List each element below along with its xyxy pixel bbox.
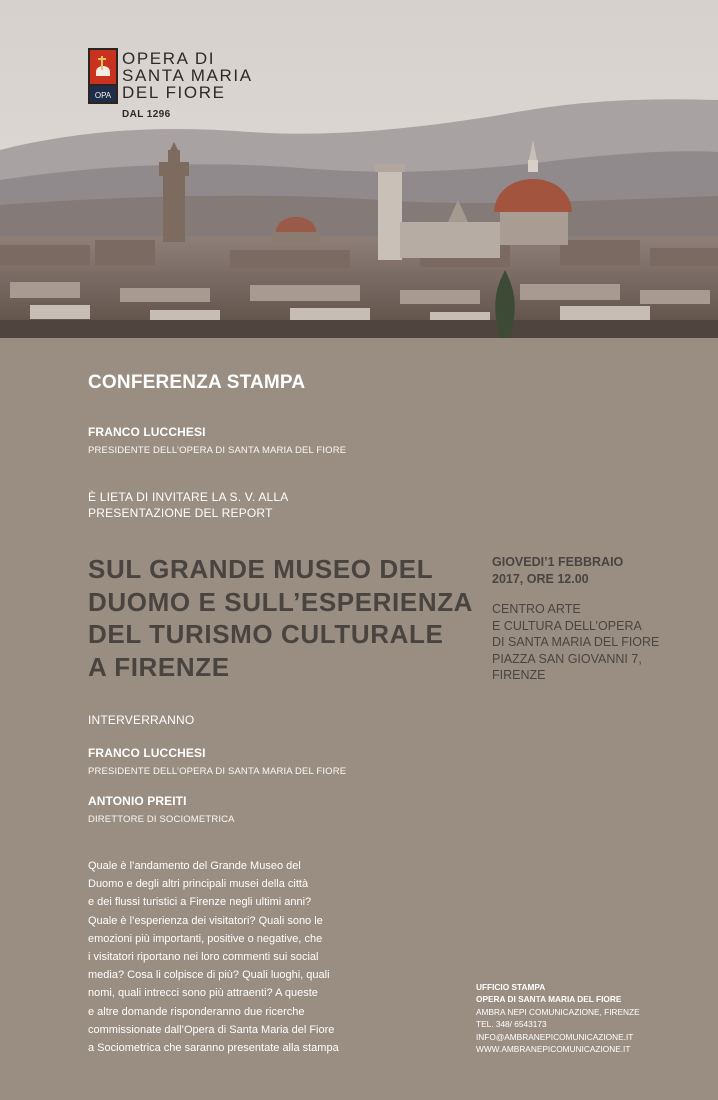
speaker-1-name: FRANCO LUCCHESI: [88, 746, 206, 760]
svg-text:OPA: OPA: [94, 91, 112, 100]
press-office-title: UFFICIO STAMPA: [476, 982, 546, 992]
press-office-email[interactable]: INFO@AMBRANEPICOMUNICAZIONE.IT: [476, 1031, 634, 1042]
logo-line-3: DEL FIORE: [122, 83, 226, 102]
event-venue: CENTRO ARTE E CULTURA DELL’OPERA DI SANTA MARIA DEL FIORE PIAZZA SAN GIOVANNI 7, FIRENZE: [492, 602, 660, 682]
report-title: SUL GRANDE MUSEO DEL DUOMO E SULL’ESPERIENZA DEL TURISMO CULTURALE A FIRENZE: [88, 554, 474, 682]
event-date: GIOVEDI’1 FEBBRAIO 2017, ORE 12.00: [492, 555, 624, 586]
press-office-website[interactable]: WWW.AMBRANEPICOMUNICAZIONE.IT: [476, 1044, 631, 1055]
page-heading: CONFERENZA STAMPA: [88, 372, 306, 393]
logo-since: DAL 1296: [122, 109, 171, 120]
description-paragraph: Quale è l’andamento del Grande Museo del Duomo e degli altri principali musei della città e dei flussi turistici a Firenze negli ultimi anni? Quale è l’esperienza dei visitatori? Quali sono le emozioni più importanti, positive o negative, che i visitatori riportano nei loro commenti sui social media? Cosa li colpisce di più? Quali luoghi, quali nomi, quali intrecci sono più attraenti? A queste e altre domande risponderanno due ricerche commissionate dall’Opera di Santa Maria del Fiore a Sociometrica che saranno presentate alla stampa: [88, 860, 339, 1055]
opera-logo: [88, 48, 253, 104]
logo-line-2: SANTA MARIA: [122, 66, 253, 85]
press-office-org: OPERA DI SANTA MARIA DEL FIORE: [476, 994, 622, 1005]
lamb-crest-icon: [88, 48, 118, 104]
host-name: FRANCO LUCCHESI: [88, 425, 206, 439]
speaker-2-name: ANTONIO PREITI: [88, 794, 187, 808]
logo-line-1: OPERA DI: [122, 49, 216, 68]
invite-text: È LIETA DI INVITARE LA S. V. ALLA PRESENTAZIONE DEL REPORT: [88, 490, 289, 520]
press-office-phone: TEL. 348/ 6543173: [476, 1019, 547, 1030]
press-office-agency: AMBRA NEPI COMUNICAZIONE, FIRENZE: [476, 1006, 640, 1017]
press-office: [476, 981, 640, 1055]
host-role: PRESIDENTE DELL’OPERA DI SANTA MARIA DEL FIORE: [88, 445, 347, 456]
speakers-label: INTERVERRANNO: [88, 713, 195, 727]
speaker-1-role: PRESIDENTE DELL’OPERA DI SANTA MARIA DEL FIORE: [88, 766, 347, 777]
speaker-2-role: DIRETTORE DI SOCIOMETRICA: [88, 814, 235, 825]
